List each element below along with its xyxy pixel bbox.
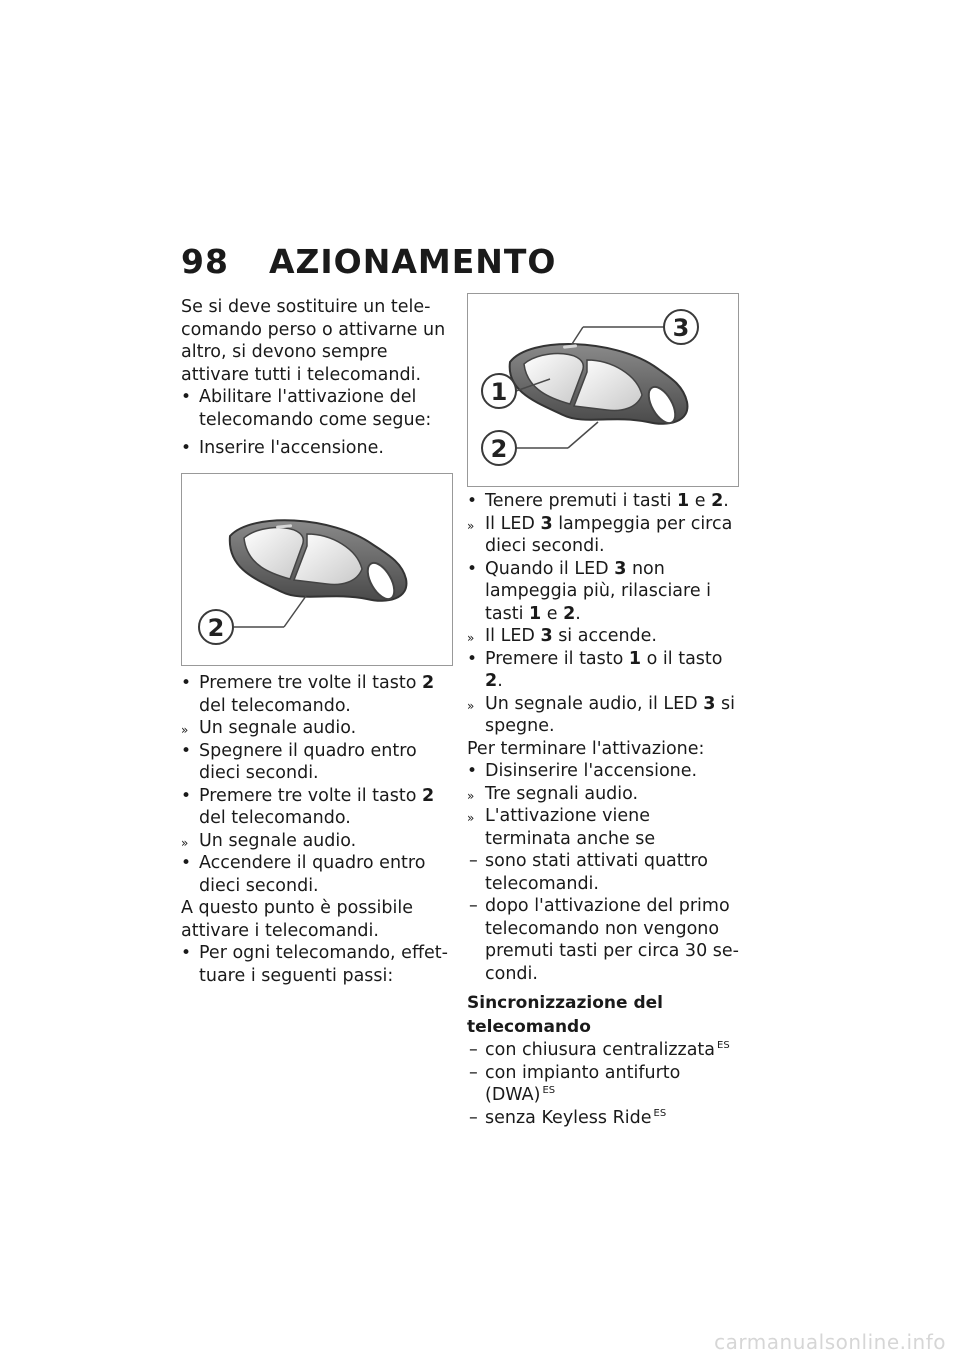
- watermark: carmanualsonline.info: [714, 1330, 946, 1354]
- callout-number: 2: [490, 435, 508, 463]
- list-item: • Premere tre volte il tasto 2 del telecomando.: [181, 785, 435, 828]
- list-item: • Abilitare l'attivazione del telecomando come segue:: [181, 387, 432, 430]
- list-item: » Tre segnali audio.: [467, 783, 639, 804]
- body-paragraph: Per terminare l'attivazione:: [467, 738, 705, 759]
- list-item: » Un segnale audio, il LED 3 si spegne.: [467, 693, 735, 736]
- list-item: » Un segnale audio.: [181, 830, 357, 851]
- key-fob-illustration: [182, 474, 452, 665]
- key-fob-figure-buttons-1-2-3: [467, 293, 739, 487]
- callout-number: 3: [672, 314, 690, 342]
- list-item: • Inserire l'accensione.: [181, 438, 384, 458]
- body-paragraph: A questo punto è possibile attivare i telecomandi.: [181, 898, 414, 941]
- list-item: – con chiusura centralizzata $^{ES}$: [469, 1040, 730, 1060]
- left-column: [181, 296, 453, 460]
- callout-number: 1: [490, 378, 508, 406]
- list-item: • Disinserire l'accensione.: [467, 761, 698, 781]
- right-column: [467, 490, 739, 1129]
- callout-number: 2: [207, 614, 225, 642]
- left-column-steps: [181, 672, 453, 987]
- list-item: • Quando il LED 3 non lampeggia più, rilasciare i tasti 1 e 2.: [467, 558, 712, 624]
- list-item: • Accendere il quadro entro dieci secondi.: [181, 853, 426, 896]
- page-header: [181, 242, 556, 281]
- key-fob-figure-button-2: [181, 473, 453, 666]
- page-number: 98: [181, 242, 229, 281]
- list-item: – dopo l'attivazione del primo telecomando non vengono premuti tasti per circa 30 secondi.: [469, 896, 739, 984]
- list-item: » Il LED 3 lampeggia per circa dieci secondi.: [467, 513, 733, 556]
- intro-paragraph: Se si deve sostituire un telecomando perso o attivarne un altro, si devono sempre attivare tutti i telecomandi.: [181, 297, 446, 385]
- list-item: – sono stati attivati quattro telecomandi.: [469, 851, 709, 894]
- list-item: • Premere tre volte il tasto 2 del telecomando.: [181, 673, 435, 716]
- key-fob-illustration: [468, 294, 738, 486]
- list-item: » Il LED 3 si accende.: [467, 626, 657, 646]
- list-item: • Premere il tasto 1 o il tasto 2.: [467, 648, 723, 691]
- list-item: – senza Keyless Ride $^{ES}$: [469, 1107, 667, 1128]
- list-item: • Spegnere il quadro entro dieci secondi.: [181, 740, 417, 783]
- list-item: • Per ogni telecomando, effettuare i seguenti passi:: [181, 943, 448, 986]
- list-item: » Un segnale audio.: [181, 718, 357, 738]
- section-title: AZIONAMENTO: [268, 242, 557, 281]
- list-item: » L'attivazione viene terminata anche se: [467, 806, 656, 849]
- list-item: – con impianto antifurto (DWA) $^{ES}$: [469, 1062, 681, 1105]
- list-item: • Tenere premuti i tasti 1 e 2.: [467, 491, 729, 511]
- section-heading: Sincronizzazione del telecomando: [467, 993, 663, 1037]
